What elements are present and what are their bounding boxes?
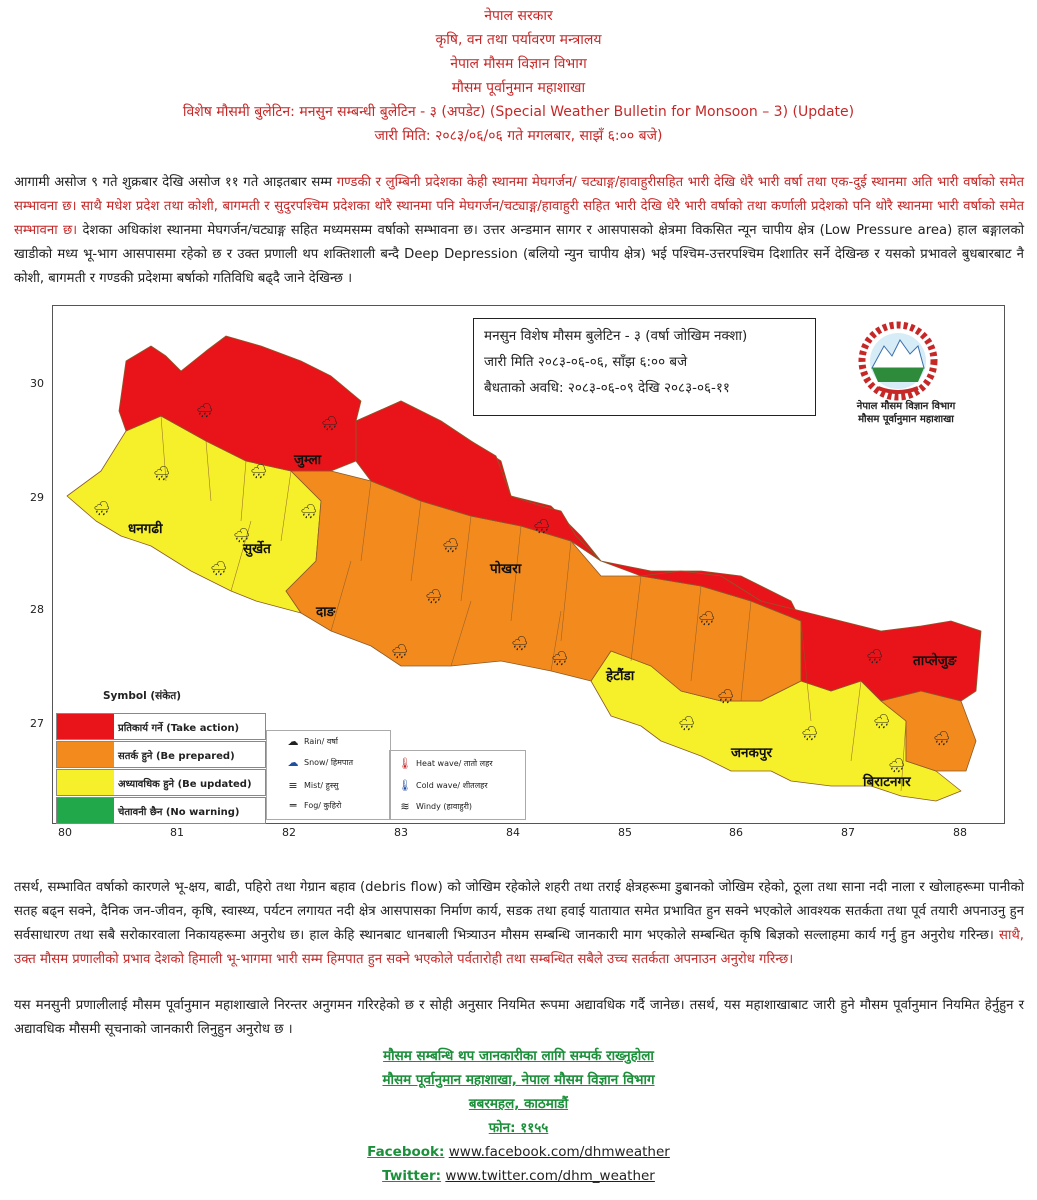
map-validity: बैधताको अवधि: २०८३-०६-०९ देखि २०८३-०६-११ [484, 380, 730, 396]
legend-swatch-yellow [57, 770, 114, 795]
label-biratnagar: बिराटनगर [863, 774, 911, 790]
symbol-cold [394, 779, 488, 792]
label-pokhara: पोखरा [490, 561, 522, 577]
para1-warning: गण्डकी र लुम्बिनी प्रदेशका केही स्थानमा मेघगर्जन/ चट्याङ्ग/हावाहुरीसहित भारी देखि धेरै भारी वर्षा तथा एक-दुई स्थानमा अति भारी वर्षाको समेत सम्भावना छ। साथै मधेश प्रदेश तथा कोशी, बागमती र सुदुरपश्चिम प्रदेशका थोरै स्थानमा पनि मेघगर्जन/चट्याङ्ग/हावाहुरी सहित भारी देखि धेरै भारी वर्षाको तथा कर्णाली प्रदेशको पनि थोरै स्थानमा भारी वर्षाको समेत सम्भावना छ। [14, 175, 1024, 238]
map-info-box [473, 318, 816, 416]
ministry-title: कृषि, वन तथा पर्यावरण मन्त्रालय [435, 32, 602, 48]
legend-label: अध्यावधिक हुने (Be updated) [118, 778, 252, 790]
symbol-mist-label: Mist/ हुस्सु [304, 781, 339, 790]
lat-tick: 29 [30, 491, 44, 504]
rain-icon: 🌧 [250, 464, 268, 480]
legend-item-be-updated [56, 769, 266, 796]
rain-icon: 🌧 [442, 538, 460, 554]
rain-icon: 🌧 [300, 504, 318, 520]
label-surkhet: सुर्खेत [243, 541, 271, 557]
lon-tick: 84 [506, 826, 520, 839]
risk-legend [56, 713, 266, 825]
legend-label: प्रतिकार्य गर्ने (Take action) [118, 722, 240, 734]
rain-cloud-icon: ☁ [287, 735, 299, 748]
symbol-windy [394, 800, 472, 813]
symbol-snow-label: Snow/ हिमपात [304, 758, 354, 767]
rain-icon: 🌧 [551, 651, 569, 667]
lon-tick: 82 [282, 826, 296, 839]
legend-item-no-warning [56, 797, 266, 824]
org-line: मौसम पूर्वानुमान महाशाखा, नेपाल मौसम विज्ञान विभाग [382, 1072, 655, 1088]
map-title: मनसुन विशेष मौसम बुलेटिन - ३ (वर्षा जोखिम नक्शा) [484, 328, 748, 344]
rain-icon: 🌧 [511, 636, 529, 652]
department-title: नेपाल मौसम विज्ञान विभाग [450, 56, 587, 72]
facebook-link[interactable]: www.facebook.com/dhmweather [448, 1144, 670, 1160]
rain-icon: 🌧 [93, 501, 111, 517]
symbol-snow [282, 756, 353, 769]
bulletin-header [0, 4, 1037, 148]
map-issue-date: जारी मिति २०८३-०६-०६, साँझ ६:०० बजे [484, 354, 688, 370]
rain-icon: 🌧 [888, 758, 906, 774]
label-dang: दाङ [316, 604, 336, 620]
legend-label: सतर्क हुने (Be prepared) [118, 750, 235, 762]
legend-title: Symbol (संकेत) [103, 690, 182, 702]
rain-icon: 🌧 [873, 714, 891, 730]
forecast-paragraph [14, 171, 1024, 291]
nepal-emblem [848, 316, 948, 401]
lon-tick: 87 [841, 826, 855, 839]
advisory-paragraph [14, 876, 1024, 972]
legend-swatch-red [57, 714, 114, 739]
govt-title: नेपाल सरकार [484, 8, 553, 24]
legend-swatch-green [57, 798, 114, 823]
rain-icon: 🌧 [233, 528, 251, 544]
address-line: बबरमहल, काठमाडौं [468, 1096, 569, 1112]
emblem-caption-division: मौसम पूर्वानुमान महाशाखा [858, 414, 954, 425]
rain-icon: 🌧 [801, 726, 819, 742]
rain-icon: 🌧 [321, 416, 339, 432]
label-jumla: जुम्ला [294, 452, 322, 468]
rain-icon: 🌧 [196, 403, 214, 419]
label-dhangadhi: धनगढी [128, 521, 163, 537]
lon-tick: 83 [394, 826, 408, 839]
mist-icon: ≡ [288, 779, 298, 792]
lon-tick: 80 [58, 826, 72, 839]
wind-icon: ≋ [400, 800, 410, 813]
division-title: मौसम पूर्वानुमान महाशाखा [451, 80, 586, 96]
lon-tick: 88 [953, 826, 967, 839]
heat-thermometer-icon: 🌡 [398, 757, 412, 770]
cold-thermometer-icon: 🌡 [398, 779, 412, 792]
rain-icon: 🌧 [678, 716, 696, 732]
lat-tick: 28 [30, 603, 44, 616]
symbol-fog [282, 799, 341, 812]
issue-date: जारी मिति: २०८३/०६/०६ गते मगलबार, साझँ ६:०० बजे) [374, 128, 663, 144]
emblem-caption-dept: नेपाल मौसम विज्ञान विभाग [856, 401, 956, 412]
rain-icon: 🌧 [210, 561, 228, 577]
legend-item-be-prepared [56, 741, 266, 768]
label-taplejung: ताप्लेजुङ [913, 653, 957, 669]
monitoring-paragraph: यस मनसुनी प्रणालीलाई मौसम पूर्वानुमान महाशाखाले निरन्तर अनुगमन गरिरहेको छ र सोही अनुसार नियमित रूपमा अद्यावधिक गर्दै जानेछ। तसर्थ, यस महाशाखाबाट जारी हुने मौसम पूर्वानुमान नियमित हेर्नुहुन र अद्यावधिक मौसमी सूचनाको जानकारी लिनुहुन अनुरोध छ । [14, 998, 1024, 1037]
rain-icon: 🌧 [698, 611, 716, 627]
phone-line: फोन: ११५५ [488, 1120, 549, 1136]
rain-icon: 🌧 [866, 649, 884, 665]
rain-icon: 🌧 [717, 689, 735, 705]
legend-swatch-orange [57, 742, 114, 767]
symbol-cold-label: Cold wave/ शीतलहर [416, 781, 488, 790]
snow-cloud-icon: ☁ [287, 756, 299, 769]
bulletin-title: विशेष मौसमी बुलेटिन: मनसुन सम्बन्धी बुलेटिन - ३ (अपडेट) (Special Weather Bulletin for Monsoon – 3) (Update) [182, 104, 855, 120]
symbol-windy-label: Windy (हावाहुरी) [416, 802, 473, 811]
rain-icon: 🌧 [153, 466, 171, 482]
para2-advisory: तसर्थ, सम्भावित वर्षाको कारणले भू-क्षय, बाढी, पहिरो तथा गेग्रान बहाव (debris flow) को जोखिम रहेकोले शहरी तथा तराई क्षेत्रहरूमा डुबानको जोखिम रहेको, ठूला तथा साना नदी नाला र खोलाहरूमा पानीको सतह बढ्न सक्ने, दैनिक जन-जीवन, कृषि, स्वास्थ्य, पर्यटन लगायत नदी क्षेत्र आसपासका निर्माण कार्य, सडक तथा हवाई यातायात समेत प्रभावित हुन सक्ने भएकोले आवश्यक सतर्कता तथा पूर्व तयारी अपनाउनु हुन सर्वसाधारण तथा सबै सरोकारवाला निकायहरूमा अनुरोध छ। हाल केहि स्थानबाट धानबाली भित्र्याउन मौसम सम्बन्धि जानकारी माग भएकोले सम्बन्धित कृषि बिज्ञको सल्लाहमा कार्य गर्नु हुन अनुरोध गरिन्छ। [14, 880, 1024, 943]
legend-item-take-action [56, 713, 266, 740]
rain-icon: 🌧 [933, 731, 951, 747]
lat-tick: 27 [30, 717, 44, 730]
label-hetauda: हेटौंडा [606, 668, 635, 684]
legend-label: चेतावनी छैन (No warning) [118, 806, 240, 818]
symbol-rain-label: Rain/ वर्षा [304, 737, 338, 746]
emblem-caption [826, 400, 986, 426]
twitter-link[interactable]: www.twitter.com/dhm_weather [445, 1168, 655, 1184]
fog-icon: ═ [289, 799, 297, 812]
lat-tick: 30 [30, 377, 44, 390]
para2-snow-warning: साथै, उक्त मौसम प्रणालीको प्रभाव देशको हिमाली भू-भागमा भारी सम्म हिमपात हुन सक्ने भएकोले पर्वतारोही तथा सम्बन्धित सबैले उच्च सतर्कता अपनाउन अनुरोध गरिन्छ। [14, 928, 1024, 967]
contact-line: मौसम सम्बन्धि थप जानकारीका लागि सम्पर्क राख्नुहोला [383, 1048, 654, 1064]
para1-detail: देशका अधिकांश स्थानमा मेघगर्जन/चट्याङ्ग सहित मध्यमसम्म वर्षाको सम्भावना छ। उत्तर अन्डमान सागर र आसपासको क्षेत्रमा विकसित न्यून चापीय क्षेत्र (Low Pressure area) हाल बङ्गालको खाडीको मध्य भू-भाग आसपासमा रहेको छ र उक्त प्रणाली थप शक्तिशाली बन्दै Deep Depression (बलियो न्युन चापीय क्षेत्र) भई पश्चिम-उत्तरपश्चिम दिशातिर सर्ने देखिन्छ र यसको प्रभावले बुधबारबाट नै कोशी, बागमती र गण्डकी प्रदेशमा बर्षाको गतिविधि बढ्दै जाने देखिन्छ । [14, 223, 1024, 286]
label-janakpur: जनकपुर [731, 745, 773, 761]
symbol-mist [282, 779, 339, 792]
symbol-heat-label: Heat wave/ तातो लहर [416, 759, 493, 768]
twitter-label: Twitter: [382, 1168, 442, 1184]
lon-tick: 85 [618, 826, 632, 839]
facebook-label: Facebook: [367, 1144, 445, 1160]
rain-icon: 🌧 [533, 519, 551, 535]
para1-intro: आगामी असोज ९ गते शुक्रबार देखि असोज ११ गते आइतबार सम्म [14, 175, 337, 190]
rain-icon: 🌧 [425, 589, 443, 605]
symbol-heat [394, 757, 493, 770]
symbol-rain [282, 735, 338, 748]
rain-icon: 🌧 [391, 644, 409, 660]
contact-footer [0, 1044, 1037, 1188]
lon-tick: 86 [729, 826, 743, 839]
lon-tick: 81 [170, 826, 184, 839]
symbol-fog-label: Fog/ कुहिरो [304, 801, 342, 810]
